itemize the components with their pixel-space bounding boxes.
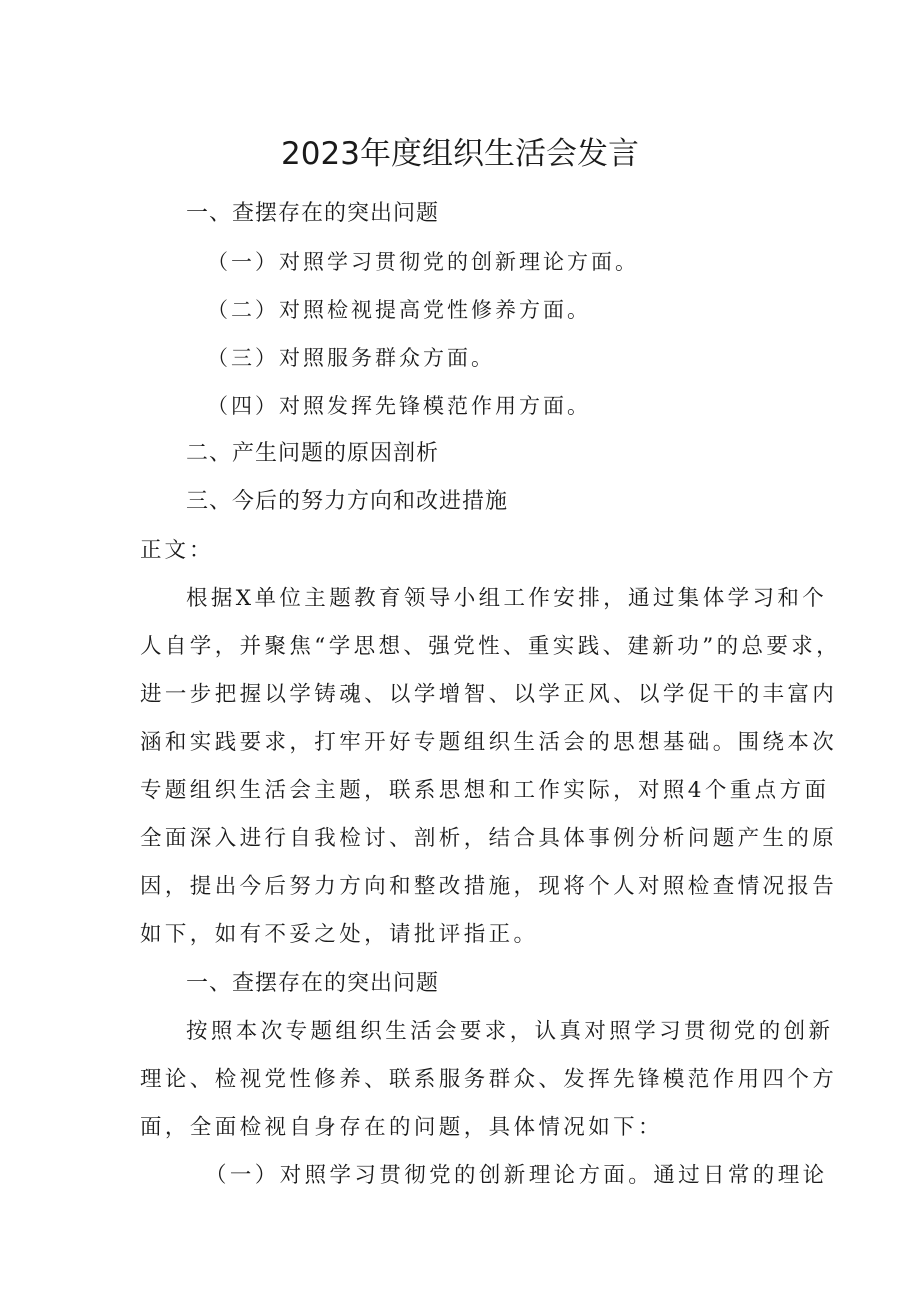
intro-line: 因，提出今后努力方向和整改措施，现将个人对照检查情况报告 bbox=[140, 874, 838, 899]
intro-line: 人自学，并聚焦“学思想、强党性、重实践、建新功”的总要求， bbox=[140, 634, 842, 659]
section-1-line: 按照本次专题组织生活会要求，认真对照学习贯彻党的创新 bbox=[186, 1019, 834, 1044]
intro-line: 进一步把握以学铸魂、以学增智、以学正风、以学促干的丰富内 bbox=[140, 682, 838, 707]
intro-line: 全面深入进行自我检讨、剖析，结合具体事例分析问题产生的原 bbox=[140, 826, 838, 851]
outline-item-2: （二）对照检视提高党性修养方面。 bbox=[207, 298, 591, 322]
outline-heading-1: 一、查摆存在的突出问题 bbox=[186, 201, 440, 226]
outline-item-1: （一）对照学习贯彻党的创新理论方面。 bbox=[207, 250, 639, 274]
intro-line: 涵和实践要求，打牢开好专题组织生活会的思想基础。围绕本次 bbox=[140, 730, 838, 755]
section-1-line: 理论、检视党性修养、联系服务群众、发挥先锋模范作用四个方 bbox=[140, 1067, 838, 1092]
subsection-1-line: （一）对照学习贯彻党的创新理论方面。通过日常的理论 bbox=[205, 1163, 828, 1188]
intro-line: 根据X单位主题教育领导小组工作安排，通过集体学习和个 bbox=[186, 586, 828, 611]
body-label: 正文： bbox=[140, 538, 214, 563]
outline-item-3: （三）对照服务群众方面。 bbox=[207, 346, 495, 370]
section-1-line: 面，全面检视自身存在的问题，具体情况如下： bbox=[140, 1115, 663, 1140]
section-1-heading: 一、查摆存在的突出问题 bbox=[186, 971, 440, 996]
outline-heading-2: 二、产生问题的原因剖析 bbox=[186, 441, 440, 466]
intro-line: 如下，如有不妥之处，请批评指正。 bbox=[140, 922, 539, 947]
outline-heading-3: 三、今后的努力方向和改进措施 bbox=[186, 489, 509, 514]
intro-line: 专题组织生活会主题，联系思想和工作实际，对照4个重点方面 bbox=[140, 778, 830, 803]
document-title: 2023年度组织生活会发言 bbox=[281, 136, 639, 172]
outline-item-4: （四）对照发挥先锋模范作用方面。 bbox=[207, 394, 591, 418]
